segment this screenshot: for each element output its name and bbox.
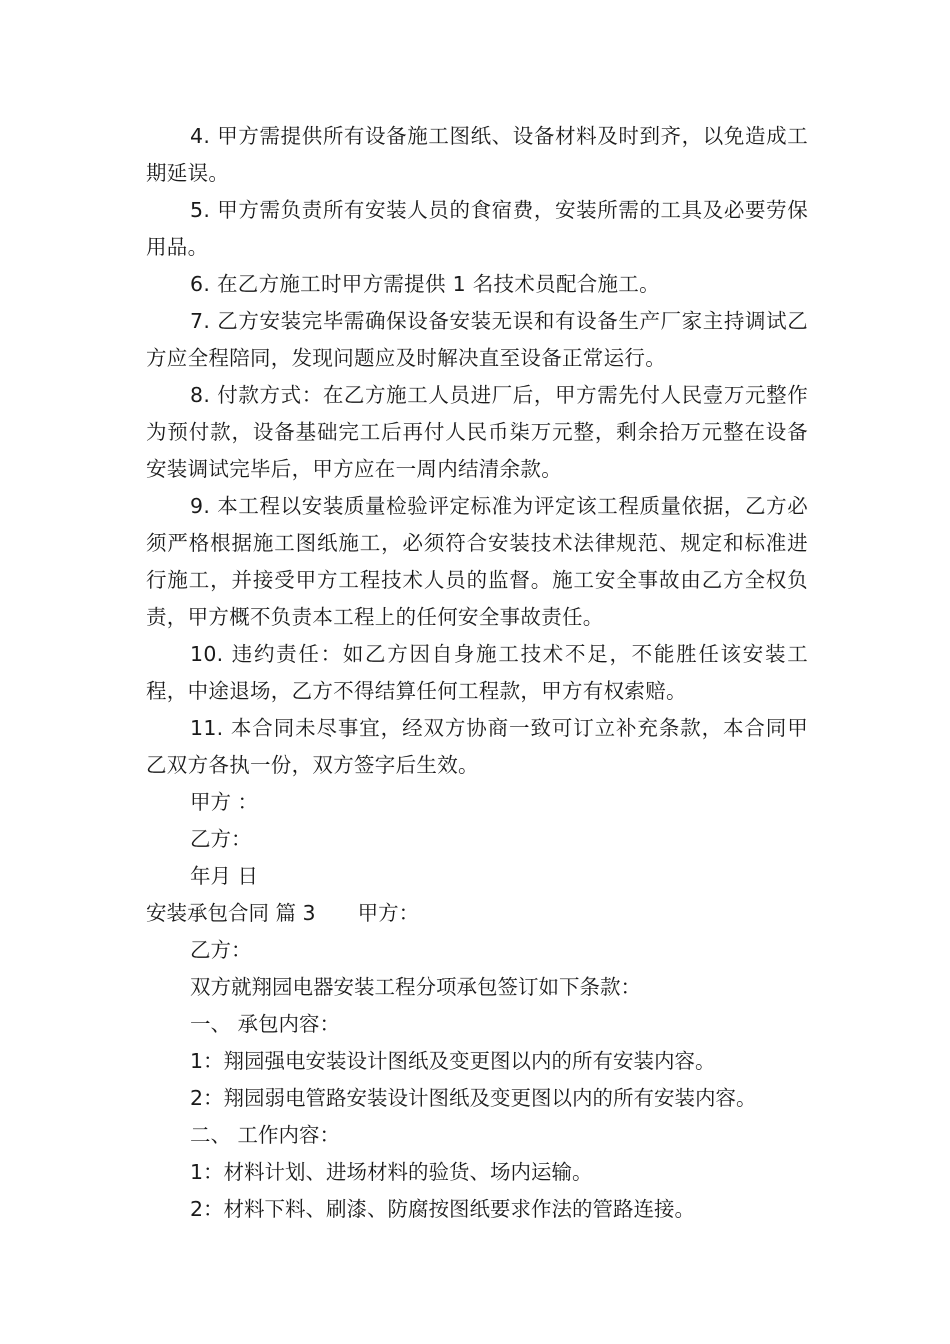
clause-7: 7. 乙方安装完毕需确保设备安装无误和有设备生产厂家主持调试乙方应全程陪同，发现问题应及时解决直至设备正常运行。 <box>146 309 808 370</box>
signature-date: 年月 日 <box>190 864 259 888</box>
signature-party-b: 乙方： <box>190 827 252 851</box>
section-3-item: 1：材料计划、进场材料的验货、场内运输。 <box>190 1160 593 1184</box>
section-3-item: 1：翔园强电安装设计图纸及变更图以内的所有安装内容。 <box>190 1049 716 1073</box>
section-3-item: 2：翔园弱电管路安装设计图纸及变更图以内的所有安装内容。 <box>190 1086 757 1110</box>
section-3-title: 安装承包合同 篇 3 <box>146 901 316 925</box>
signature-party-a: 甲方 ： <box>190 790 259 814</box>
section-3-party-b: 乙方： <box>190 938 252 962</box>
section-3-party-a: 甲方： <box>357 901 420 925</box>
clause-9: 9. 本工程以安装质量检验评定标准为评定该工程质量依据，乙方必须严格根据施工图纸施工，必须符合安装技术法律规范、规定和标准进行施工，并接受甲方工程技术人员的监督。施工安全事故由乙方全权负责，甲方概不负责本工程上的任何安全事故责任。 <box>146 494 808 629</box>
document-body <box>146 118 808 1228</box>
clause-6: 6. 在乙方施工时甲方需提供 1 名技术员配合施工。 <box>190 272 660 296</box>
clause-11: 11. 本合同未尽事宜，经双方协商一致可订立补充条款，本合同甲乙双方各执一份，双方签字后生效。 <box>146 716 808 777</box>
section-3-heading <box>146 895 808 932</box>
clause-8: 8. 付款方式：在乙方施工人员进厂后，甲方需先付人民壹万元整作为预付款，设备基础完工后再付人民币柒万元整，剩余拾万元整在设备安装调试完毕后，甲方应在一周内结清余款。 <box>146 383 808 481</box>
section-3-item: 2：材料下料、刷漆、防腐按图纸要求作法的管路连接。 <box>190 1197 696 1221</box>
clause-10: 10. 违约责任：如乙方因自身施工技术不足，不能胜任该安装工程，中途退场，乙方不得结算任何工程款，甲方有权索赔。 <box>146 642 808 703</box>
section-3-heading-2: 二、 工作内容： <box>190 1123 341 1147</box>
clause-4: 4. 甲方需提供所有设备施工图纸、设备材料及时到齐，以免造成工期延误。 <box>146 124 808 185</box>
clause-5: 5. 甲方需负责所有安装人员的食宿费，安装所需的工具及必要劳保用品。 <box>146 198 808 259</box>
section-3-heading-1: 一、 承包内容： <box>190 1012 341 1036</box>
section-3-intro: 双方就翔园电器安装工程分项承包签订如下条款： <box>190 975 641 999</box>
